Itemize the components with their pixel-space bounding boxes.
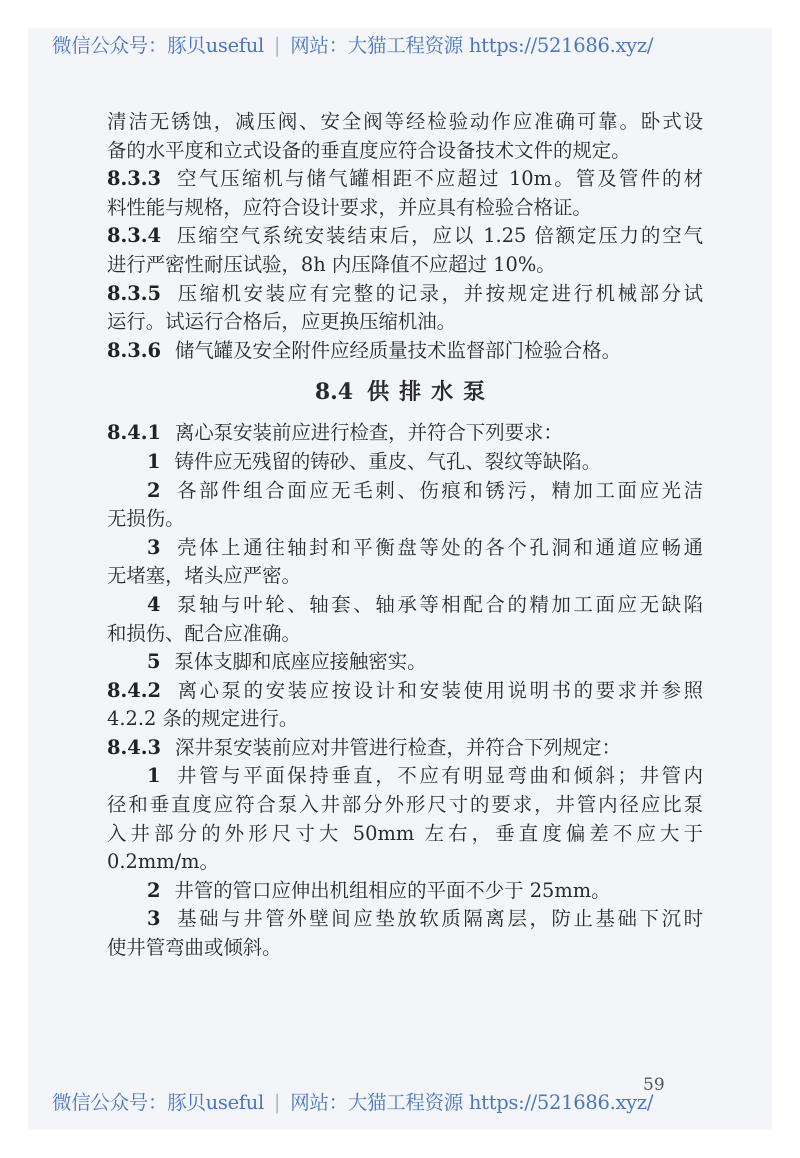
section-title-text: 供排水泵 [367, 379, 496, 406]
clause-line [107, 222, 703, 251]
clause-text: 清洁无锈蚀，减压阀、安全阀等经检验动作应准确可靠。卧式设 [107, 110, 703, 133]
section-heading [107, 367, 703, 417]
section-8-4-body [107, 419, 703, 962]
clause-number: 8.3.3 [107, 167, 161, 191]
clause-line [107, 477, 703, 506]
text-line [107, 791, 703, 820]
clause-text: 径和垂直度应符合泵入井部分外形尺寸的要求，井管内径应比泵 [107, 793, 703, 817]
clause-text: 备的水平度和立式设备的垂直度应符合设备技术文件的规定。 [107, 138, 631, 162]
watermark-separator: | [273, 34, 281, 57]
clause-line [107, 648, 703, 677]
clause-number: 1 [147, 764, 161, 788]
clause-text: 0.2mm/m。 [107, 850, 219, 874]
text-line [107, 251, 703, 280]
text-line [107, 848, 703, 877]
clause-number: 8.4.2 [107, 678, 161, 702]
watermark-site: 网站：大猫工程资源 https://521686.xyz/ [290, 1091, 654, 1114]
clause-line [107, 677, 703, 706]
document-body [107, 108, 703, 963]
clause-line [107, 337, 703, 366]
clause-number: 2 [147, 478, 161, 502]
clause-line [107, 280, 703, 309]
clause-text: 无堵塞，堵头应严密。 [107, 564, 301, 588]
clause-text: 井管的管口应伸出机组相应的平面不少于 25mm。 [174, 878, 611, 902]
clause-line [107, 165, 703, 194]
watermark-wechat: 微信公众号：豚贝useful [52, 1091, 264, 1114]
clause-line [107, 448, 703, 477]
text-line [107, 505, 703, 534]
clause-number: 1 [147, 449, 161, 473]
clause-text: 和损伤、配合应准确。 [107, 621, 301, 645]
clause-text: 储气罐及安全附件应经质量技术监督部门检验合格。 [174, 338, 621, 362]
clause-text: 离心泵的安装应按设计和安装使用说明书的要求并参照 [174, 678, 703, 702]
clause-number: 2 [147, 878, 161, 902]
clause-text: 井管与平面保持垂直，不应有明显弯曲和倾斜；井管内 [174, 764, 703, 788]
clause-line [107, 762, 703, 791]
clause-number: 8.3.5 [107, 281, 161, 305]
text-line [107, 108, 703, 137]
clause-text: 使井管弯曲或倾斜。 [107, 936, 282, 960]
text-line [107, 194, 703, 223]
clause-text: 壳体上通往轴封和平衡盘等处的各个孔洞和通道应畅通 [174, 535, 703, 559]
clause-line [107, 734, 703, 763]
clause-text: 4.2.2 条的规定进行。 [107, 707, 299, 731]
clause-number: 8.4.1 [107, 421, 161, 445]
clause-line [107, 877, 703, 906]
watermark-top [52, 30, 752, 58]
watermark-separator: | [273, 1091, 281, 1114]
clause-text: 运行。试运行合格后，应更换压缩机油。 [107, 310, 457, 334]
clause-text: 离心泵安装前应进行检查，并符合下列要求： [174, 421, 563, 445]
text-line [107, 562, 703, 591]
clause-number: 3 [147, 535, 161, 559]
text-line [107, 934, 703, 963]
text-line [107, 705, 703, 734]
watermark-wechat: 微信公众号：豚贝useful [52, 34, 264, 57]
clause-text: 深井泵安装前应对井管进行检查，并符合下列规定： [174, 735, 621, 759]
text-line [107, 137, 703, 166]
clause-text: 各部件组合面应无毛刺、伤痕和锈污，精加工面应光洁 [174, 478, 703, 502]
clause-number: 8.3.4 [107, 224, 161, 248]
clause-text: 压缩机安装应有完整的记录，并按规定进行机械部分试 [174, 281, 703, 305]
clause-text: 进行严密性耐压试验，8h 内压降值不应超过 10%。 [107, 252, 556, 276]
text-line [107, 820, 703, 849]
clause-line [107, 534, 703, 563]
clause-text: 基础与井管外壁间应垫放软质隔离层，防止基础下沉时 [174, 907, 703, 931]
watermark-site: 网站：大猫工程资源 https://521686.xyz/ [290, 34, 654, 57]
clause-text: 空气压缩机与储气罐相距不应超过 10m。管及管件的材 [174, 167, 703, 191]
clause-line [107, 591, 703, 620]
clause-number: 8.4.3 [107, 735, 161, 759]
clause-text: 料性能与规格，应符合设计要求，并应具有检验合格证。 [107, 195, 592, 219]
clause-number: 8.3.6 [107, 338, 161, 362]
clause-text: 入井部分的外形尺寸大 50mm 左右，垂直度偏差不应大于 [107, 821, 703, 845]
clause-number: 3 [147, 907, 161, 931]
clause-text: 泵体支脚和底座应接触密实。 [174, 650, 427, 674]
watermark-bottom [52, 1087, 752, 1115]
section-number: 8.4 [314, 379, 354, 406]
clause-text: 无损伤。 [107, 507, 185, 531]
text-line [107, 620, 703, 649]
clause-number: 5 [147, 650, 161, 674]
page-number: 59 [643, 1075, 665, 1095]
clause-text: 铸件应无残留的铸砂、重皮、气孔、裂纹等缺陷。 [174, 449, 602, 473]
clause-text: 泵轴与叶轮、轴套、轴承等相配合的精加工面应无缺陷 [174, 592, 703, 616]
section-8-3-continued [107, 108, 703, 365]
clause-line [107, 905, 703, 934]
clause-number: 4 [147, 592, 161, 616]
text-line [107, 308, 703, 337]
clause-text: 压缩空气系统安装结束后，应以 1.25 倍额定压力的空气 [174, 224, 703, 248]
clause-line [107, 419, 703, 448]
